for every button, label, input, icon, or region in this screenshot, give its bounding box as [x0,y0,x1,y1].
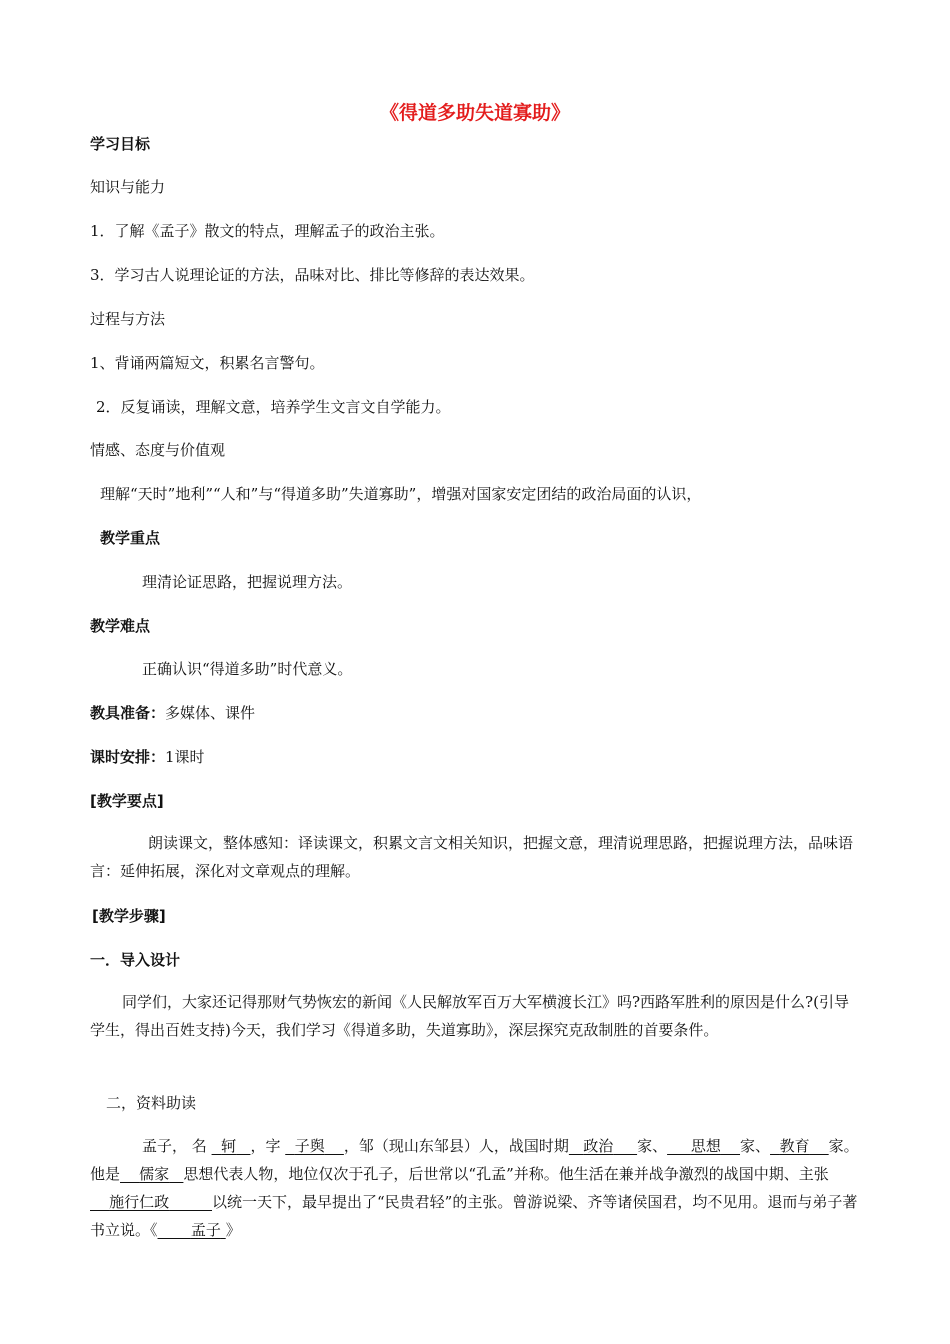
reading-text-7: 思想代表人物，地位仅次于孔子，后世常以“孔孟”并称。他生活在兼并战争激烈的战国中期、主张 [183,1165,829,1183]
reading-text-6: 家。 他是 [90,1137,859,1183]
step-1-text: 同学们，大家还记得那财气势恢宏的新闻《人民解放军百万大军横渡长江》吗?西路军胜利的原因是什么?(引导学生，得出百姓支持)今天，我们学习《得道多助，失道寡助》，深层探究克敌制胜的首要条件。 [90,993,849,1039]
answer-field-politics: 政治 [583,1137,614,1155]
answer-policy: 施行仁政 [109,1193,170,1211]
answer-school: 儒家 [139,1165,170,1183]
document-title: 《得道多助失道寡助》 [379,102,570,124]
reading-text-9: 》 [225,1221,241,1239]
schedule-line [90,747,205,767]
key-point-text: 理清论证思路，把握说理方法。 [142,573,353,591]
reading-paragraph [90,1132,860,1244]
essentials-heading: [教学要点] [90,792,164,810]
answer-courtesy-name: 子舆 [294,1137,325,1155]
reading-text-2: ，字 [250,1137,281,1155]
reading-text-8: 以统一天下，最早提出了“民贵君轻”的主张。曾游说梁、齐等诸侯国君，均不见用。退而与弟子著书立说。《 [90,1193,858,1239]
difficulty-text: 正确认识“得道多助”时代意义。 [142,660,353,678]
answer-blank-leading [667,1137,691,1155]
key-point-heading: 教学重点 [100,529,161,547]
difficulty-heading: 教学难点 [90,617,151,635]
answer-field-thought: 思想 [690,1137,721,1155]
answer-field-education: 教育 [779,1137,810,1155]
answer-name: 轲 [221,1137,237,1155]
step-1-heading: 一．导入设计 [90,951,181,969]
tools-line [90,703,255,723]
knowledge-item-1: 1．了解《孟子》散文的特点，理解孟子的政治主张。 [90,222,445,240]
objectives-heading: 学习目标 [90,135,151,153]
essentials-text: 朗读课文，整体感知：译读课文，积累文言文相关知识，把握文意，理清说理思路，把握说理方法，品味语言：延伸拓展，深化对文章观点的理解。 [90,834,854,880]
schedule-value: 1课时 [165,748,205,766]
process-item-2: 2．反复诵读，理解文意，培养学生文言文自学能力。 [96,398,451,416]
reading-text-5: 家、 [740,1137,771,1155]
knowledge-heading: 知识与能力 [90,178,166,196]
answer-book: 孟子 [190,1221,221,1239]
schedule-label: 课时安排： [90,748,166,766]
emotion-heading: 情感、态度与价值观 [90,441,226,459]
tools-label: 教具准备： [90,704,166,722]
process-heading: 过程与方法 [90,310,166,328]
process-item-1: 1、背诵两篇短文，积累名言警句。 [90,354,325,372]
knowledge-item-3: 3．学习古人说理论证的方法，品味对比、排比等修辞的表达效果。 [90,266,535,284]
steps-heading: [教学步骤] [92,907,166,925]
reading-text-4: 家、 [637,1137,668,1155]
reading-text-1: 孟子， 名 [142,1137,207,1155]
tools-value: 多媒体、课件 [165,704,256,722]
emotion-item-1: 理解“天时”地利”“人和”与“得道多助”失道寡助”，增强对国家安定团结的政治局面的认识， [100,485,702,503]
reading-text-3: ，邹（现山东邹县）人，战国时期 [343,1137,569,1155]
step-2-heading: 二，资料助读 [106,1094,197,1112]
